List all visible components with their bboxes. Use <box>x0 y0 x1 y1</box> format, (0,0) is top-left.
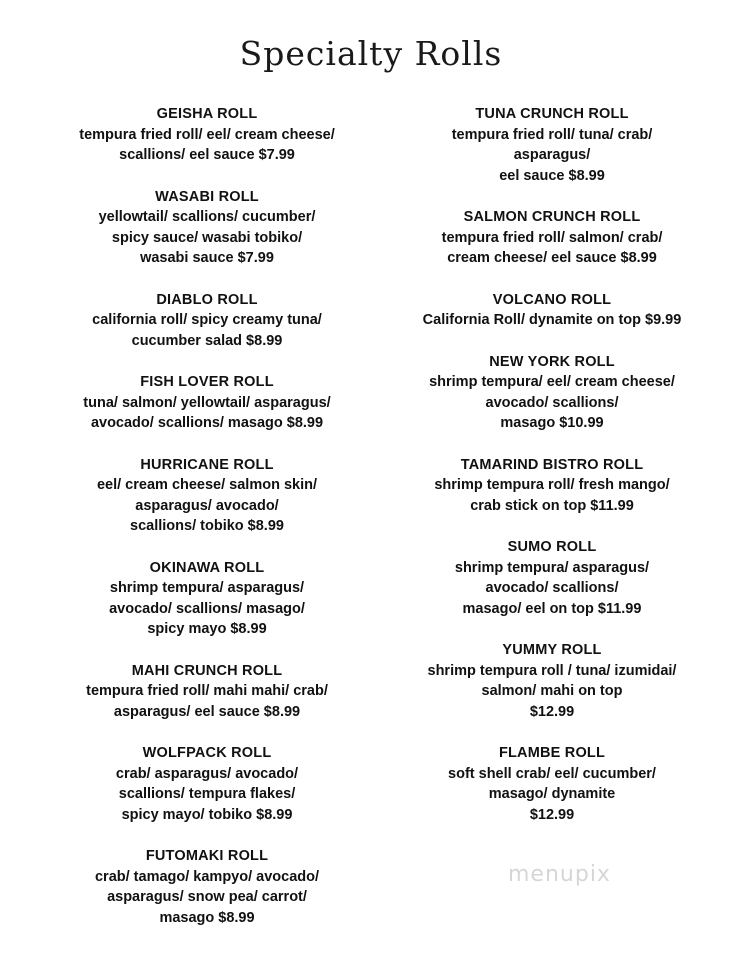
left-column <box>46 104 368 928</box>
menu-item-description: eel/ cream cheese/ salmon skin/ <box>96 477 318 493</box>
menu-item-name: SUMO ROLL <box>507 539 597 555</box>
menu-item-name: VOLCANO ROLL <box>492 291 612 308</box>
menu-item <box>392 743 712 825</box>
menu-item-description: soft shell crab/ eel/ cucumber/ <box>448 765 656 782</box>
menu-item-description: asparagus/ snow pea/ carrot/ <box>107 889 307 905</box>
menu-item-description: California Roll/ dynamite on top $9.99 <box>422 312 682 328</box>
menu-item-name: WOLFPACK ROLL <box>142 745 272 761</box>
menu-item-description: salmon/ mahi on top <box>481 683 623 699</box>
menu-item <box>46 455 368 537</box>
menu-item-name: HURRICANE ROLL <box>140 456 274 473</box>
menu-item-description: shrimp tempura/ eel/ cream cheese/ <box>429 374 675 390</box>
menu-item-description: crab/ tamago/ kampyo/ avocado/ <box>94 868 320 885</box>
menu-item <box>46 104 368 166</box>
menu-item-description: $12.99 <box>529 703 575 720</box>
menu-item-description: tempura fried roll/ eel/ cream cheese/ <box>79 126 335 143</box>
menu-item <box>46 558 368 640</box>
menu-item <box>392 352 712 434</box>
menu-item-description: spicy mayo $8.99 <box>147 621 267 637</box>
menu-item <box>392 640 712 722</box>
menu-item <box>392 455 712 517</box>
menu-item-description: asparagus/ avocado/ <box>135 497 279 514</box>
menu-item-description: cream cheese/ eel sauce $8.99 <box>447 250 657 266</box>
menu-item-description: tempura fried roll/ salmon/ crab/ <box>441 229 663 246</box>
menu-item-description: masago/ eel on top $11.99 <box>462 600 642 617</box>
menu-item-description: tempura fried roll/ tuna/ crab/ <box>451 126 653 143</box>
menu-item-description: masago $10.99 <box>500 415 604 431</box>
menu-item <box>46 290 368 352</box>
menu-item <box>46 846 368 928</box>
menu-item-name: DIABLO ROLL <box>156 291 258 308</box>
menu-item-description: crab/ asparagus/ avocado/ <box>115 765 299 782</box>
menu-item-name: FISH LOVER ROLL <box>140 374 274 390</box>
menu-item <box>46 743 368 825</box>
menu-item <box>392 104 712 186</box>
menu-item <box>46 661 368 723</box>
menu-item-name: SALMON CRUNCH ROLL <box>463 209 641 225</box>
menu-item-name: GEISHA ROLL <box>156 106 258 122</box>
menu-item-description: tuna/ salmon/ yellowtail/ asparagus/ <box>83 394 331 411</box>
menu-item-name: OKINAWA ROLL <box>149 559 265 576</box>
menu-item-name: NEW YORK ROLL <box>489 353 615 370</box>
menu-item <box>46 187 368 269</box>
menu-item <box>392 537 712 619</box>
menu-item <box>46 372 368 434</box>
menu-item-description: scallions/ tempura flakes/ <box>118 786 296 802</box>
menu-item-description: asparagus/ eel sauce $8.99 <box>113 703 301 720</box>
menu-item-name: YUMMY ROLL <box>502 642 602 658</box>
menu-item-description: shrimp tempura roll/ fresh mango/ <box>434 477 670 493</box>
right-column <box>392 104 712 825</box>
menu-item-description: avocado/ scallions/ masago $8.99 <box>90 415 324 431</box>
menu-item-description: california roll/ spicy creamy tuna/ <box>92 312 322 328</box>
menu-item-description: avocado/ scallions/ <box>485 394 619 411</box>
menu-item-name: FUTOMAKI ROLL <box>145 848 269 864</box>
menu-item-name: MAHI CRUNCH ROLL <box>131 662 283 679</box>
menu-item-description: eel sauce $8.99 <box>499 167 605 184</box>
menu-item <box>392 207 712 269</box>
menu-item-name: TAMARIND BISTRO ROLL <box>460 456 644 473</box>
menu-item-description: asparagus/ <box>513 147 591 163</box>
menu-item-description: shrimp tempura/ asparagus/ <box>109 580 305 596</box>
page-title: Specialty Rolls <box>239 34 503 73</box>
menu-item-description: scallions/ eel sauce $7.99 <box>119 147 295 163</box>
menu-item-description: shrimp tempura roll / tuna/ izumidai/ <box>427 662 677 679</box>
menu-item-description: masago/ dynamite <box>488 786 616 802</box>
menu-item-description: crab stick on top $11.99 <box>470 497 634 514</box>
menu-item-name: WASABI ROLL <box>155 188 259 205</box>
menu-item-description: $12.99 <box>529 806 575 823</box>
menu-item <box>392 290 712 331</box>
menu-item-description: avocado/ scallions/ masago/ <box>109 600 305 617</box>
menu-item-description: wasabi sauce $7.99 <box>140 250 274 266</box>
menu-item-description: yellowtail/ scallions/ cucumber/ <box>98 209 316 225</box>
menu-item-description: masago $8.99 <box>159 909 255 926</box>
menu-item-name: FLAMBE ROLL <box>498 745 606 761</box>
menu-item-description: shrimp tempura/ asparagus/ <box>454 559 650 576</box>
menu-item-name: TUNA CRUNCH ROLL <box>475 106 629 122</box>
menu-item-description: avocado/ scallions/ <box>485 580 619 596</box>
menu-item-description: spicy sauce/ wasabi tobiko/ <box>111 229 303 246</box>
menu-item-description: tempura fried roll/ mahi mahi/ crab/ <box>86 683 328 699</box>
menu-item-description: cucumber salad $8.99 <box>131 332 283 349</box>
menu-item-description: spicy mayo/ tobiko $8.99 <box>121 806 293 823</box>
menu-item-description: scallions/ tobiko $8.99 <box>130 518 284 534</box>
watermark-logo: menupix <box>508 862 611 887</box>
